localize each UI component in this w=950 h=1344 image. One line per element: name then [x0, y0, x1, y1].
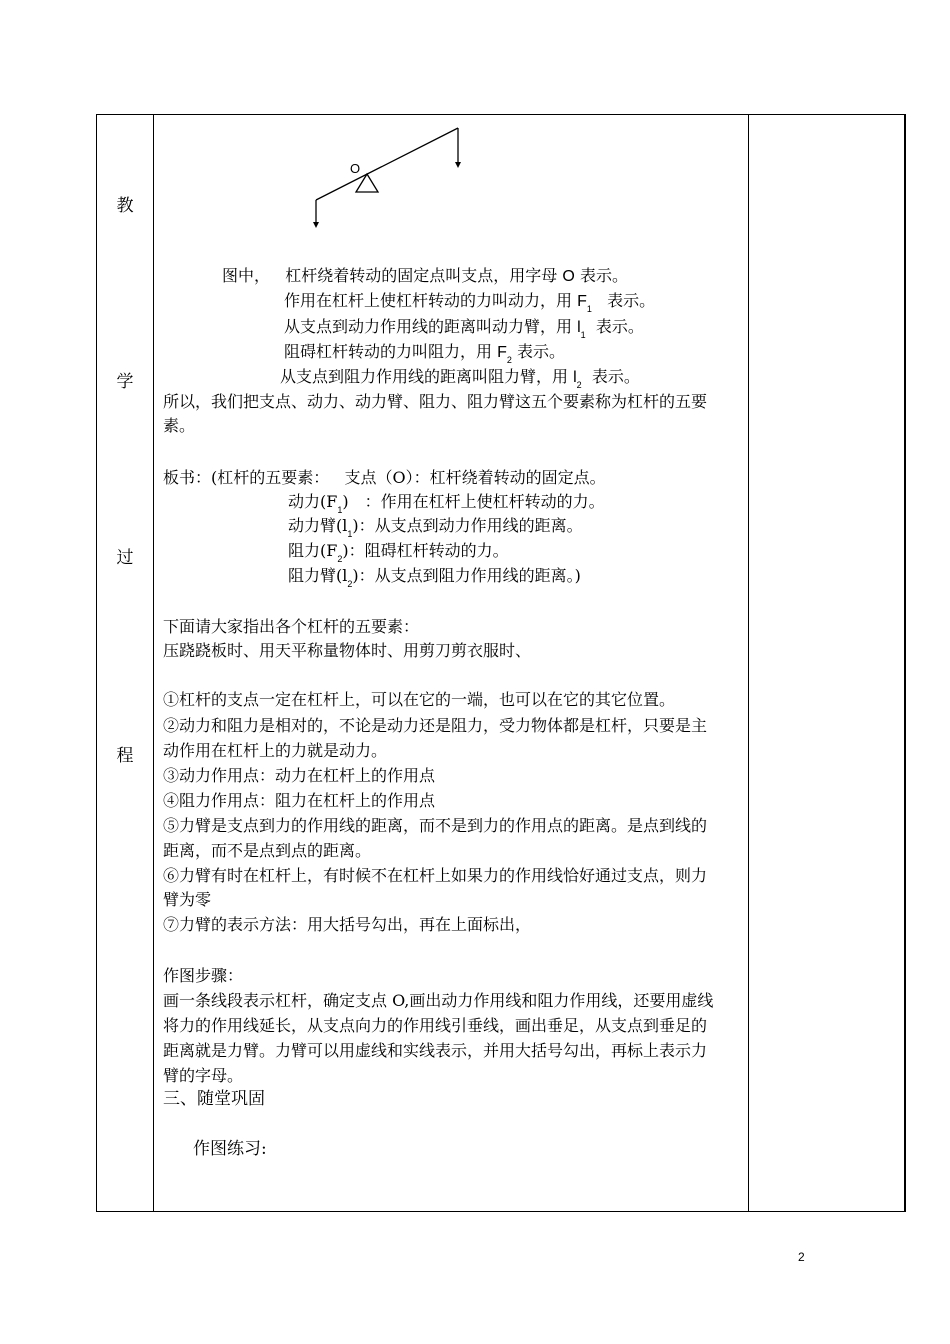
- lever-bar: [316, 128, 458, 200]
- left-column-char: 过: [116, 548, 134, 568]
- steps-title: 作图步骤：: [163, 966, 244, 985]
- board-load-arm: 阻力臂$(l_2)$：从支点到阻力作用线的距离。): [288, 566, 581, 589]
- summary-line: 素。: [163, 416, 196, 435]
- note-line: ⑦力臂的表示方法：用大括号勾出，再在上面标出，: [163, 915, 532, 934]
- definition-load-arm: 从支点到阻力作用线的距离叫阻力臂，用 $l_2$ 表示。: [280, 367, 640, 390]
- lever-diagram: [300, 122, 480, 234]
- note-line: ⑥力臂有时在杠杆上，有时候不在杠杆上如果力的作用线恰好通过支点，则力: [163, 866, 708, 885]
- note-line: 动作用在杠杆上的力就是动力。: [163, 741, 388, 760]
- definition-effort: 作用在杠杆上使杠杆转动的力叫动力，用 $F_1$ 表示。: [284, 291, 656, 314]
- board-head: 板书：(杠杆的五要素： 支点（O）：杠杆绕着转动的固定点。: [163, 468, 606, 487]
- note-line: ②动力和阻力是相对的，不论是动力还是阻力，受力物体都是杠杆，只要是主: [163, 716, 708, 735]
- definition-fulcrum: 图中， 杠杆绕着转动的固定点叫支点，用字母 O 表示。: [222, 266, 628, 285]
- column-divider: [904, 115, 905, 1211]
- steps-line: 臂的字母。: [163, 1066, 244, 1085]
- exercise-line: 下面请大家指出各个杠杆的五要素：: [163, 617, 420, 636]
- steps-line: 将力的作用线延长，从支点向力的作用线引垂线，画出垂足，从支点到垂足的: [163, 1016, 708, 1035]
- note-line: ④阻力作用点：阻力在杠杆上的作用点: [163, 791, 436, 810]
- steps-line: 距离就是力臂。力臂可以用虚线和实线表示，并用大括号勾出，再标上表示力: [163, 1041, 708, 1060]
- section-title: 三、随堂巩固: [163, 1089, 265, 1109]
- steps-line: 画一条线段表示杠杆，确定支点 O,画出动力作用线和阻力作用线，还要用虚线: [163, 991, 714, 1010]
- column-divider: [748, 115, 749, 1211]
- right-force-arrow: [455, 162, 461, 168]
- board-effort-arm: 动力臂$(l_1)$：从支点到动力作用线的距离。: [288, 516, 583, 539]
- board-load: 阻力$(F_2)$：阻碍杠杆转动的力。: [288, 541, 509, 564]
- left-column-char: 教: [116, 196, 134, 216]
- page-number: 2: [798, 1250, 805, 1264]
- board-effort: 动力$(F_1)$ ：作用在杠杆上使杠杆转动的力。: [288, 492, 605, 515]
- fulcrum-label: O: [350, 161, 361, 176]
- definition-effort-arm: 从支点到动力作用线的距离叫动力臂，用 $l_1$ 表示。: [284, 317, 644, 340]
- left-column-char: 学: [116, 372, 134, 392]
- note-line: 距离，而不是点到点的距离。: [163, 841, 372, 860]
- exercise-line: 压跷跷板时、用天平称量物体时、用剪刀剪衣服时、: [163, 641, 532, 660]
- note-line: 臂为零: [163, 890, 212, 909]
- left-column-char: 程: [116, 746, 134, 766]
- note-line: ③动力作用点：动力在杠杆上的作用点: [163, 766, 436, 785]
- definition-load: 阻碍杠杆转动的力叫阻力，用 $F_2$ 表示。: [284, 342, 566, 365]
- note-line: ⑤力臂是支点到力的作用线的距离，而不是到力的作用点的距离。是点到线的: [163, 816, 708, 835]
- note-line: ①杠杆的支点一定在杠杆上，可以在它的一端，也可以在它的其它位置。: [163, 690, 676, 709]
- summary-line: 所以，我们把支点、动力、动力臂、阻力、阻力臂这五个要素称为杠杆的五要: [163, 392, 708, 411]
- fulcrum-triangle: [356, 174, 378, 192]
- column-divider: [153, 115, 154, 1211]
- left-force-arrow: [313, 222, 319, 228]
- practice-label: 作图练习:: [193, 1139, 267, 1159]
